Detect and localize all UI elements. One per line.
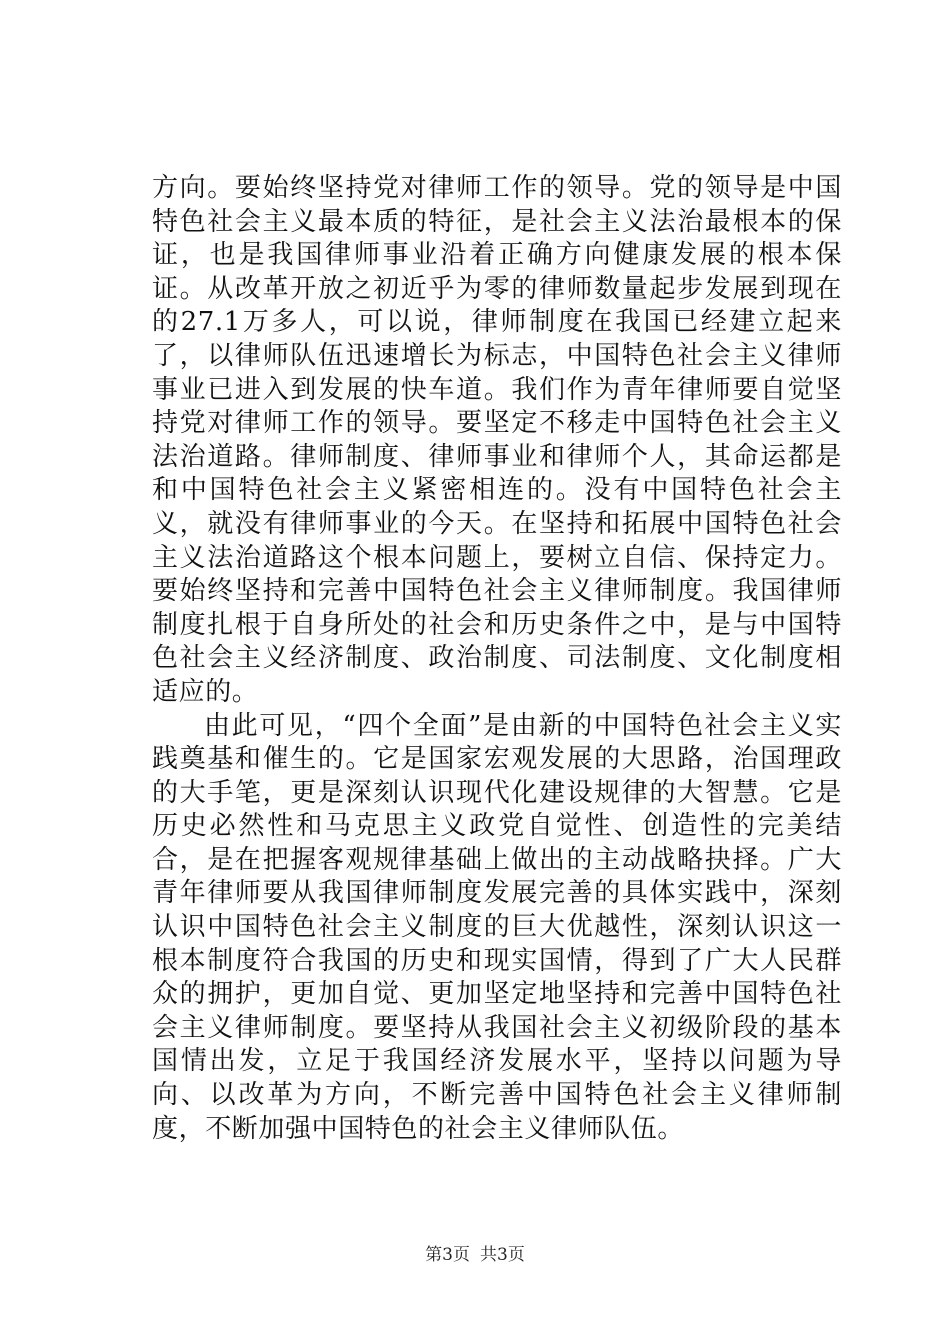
paragraph-conclusion: 由此可见，“四个全面”是由新的中国特色社会主义实践奠基和催生的。它是国家宏观发展的大思路，治国理政的大手笔，更是深刻认识现代化建设规律的大智慧。它是历史必然性和马克思主义政党自觉性、创造性的完美结合，是在把握客观规律基础上做出的主动战略抉择。广大青年律师要从我国律师制度发展完善的具体实践中，深刻认识中国特色社会主义制度的巨大优越性，深刻认识这一根本制度符合我国的历史和现实国情，得到了广大人民群众的拥护，更加自觉、更加坚定地坚持和完善中国特色社会主义律师制度。要坚持从我国社会主义初级阶段的基本国情出发，立足于我国经济发展水平，坚持以问题为导向、以改革为方向，不断完善中国特色社会主义律师制度，不断加强中国特色的社会主义律师队伍。	[152, 710, 842, 1144]
paragraph-continued: 方向。要始终坚持党对律师工作的领导。党的领导是中国特色社会主义最本质的特征，是社会主义法治最根本的保证，也是我国律师事业沿着正确方向健康发展的根本保证。从改革开放之初近乎为零的律师数量起步发展到现在的27.1万多人，可以说，律师制度在我国已经建立起来了，以律师队伍迅速增长为标志，中国特色社会主义律师事业已进入到发展的快车道。我们作为青年律师要自觉坚持党对律师工作的领导。要坚定不移走中国特色社会主义法治道路。律师制度、律师事业和律师个人，其命运都是和中国特色社会主义紧密相连的。没有中国特色社会主义，就没有律师事业的今天。在坚持和拓展中国特色社会主义法治道路这个根本问题上，要树立自信、保持定力。要始终坚持和完善中国特色社会主义律师制度。我国律师制度扎根于自身所处的社会和历史条件之中，是与中国特色社会主义经济制度、政治制度、司法制度、文化制度相适应的。	[152, 173, 842, 707]
document-body	[152, 172, 842, 1146]
page-number: 第3页	[425, 1245, 470, 1265]
page-total: 共3页	[480, 1245, 525, 1265]
page-footer	[0, 1244, 950, 1266]
